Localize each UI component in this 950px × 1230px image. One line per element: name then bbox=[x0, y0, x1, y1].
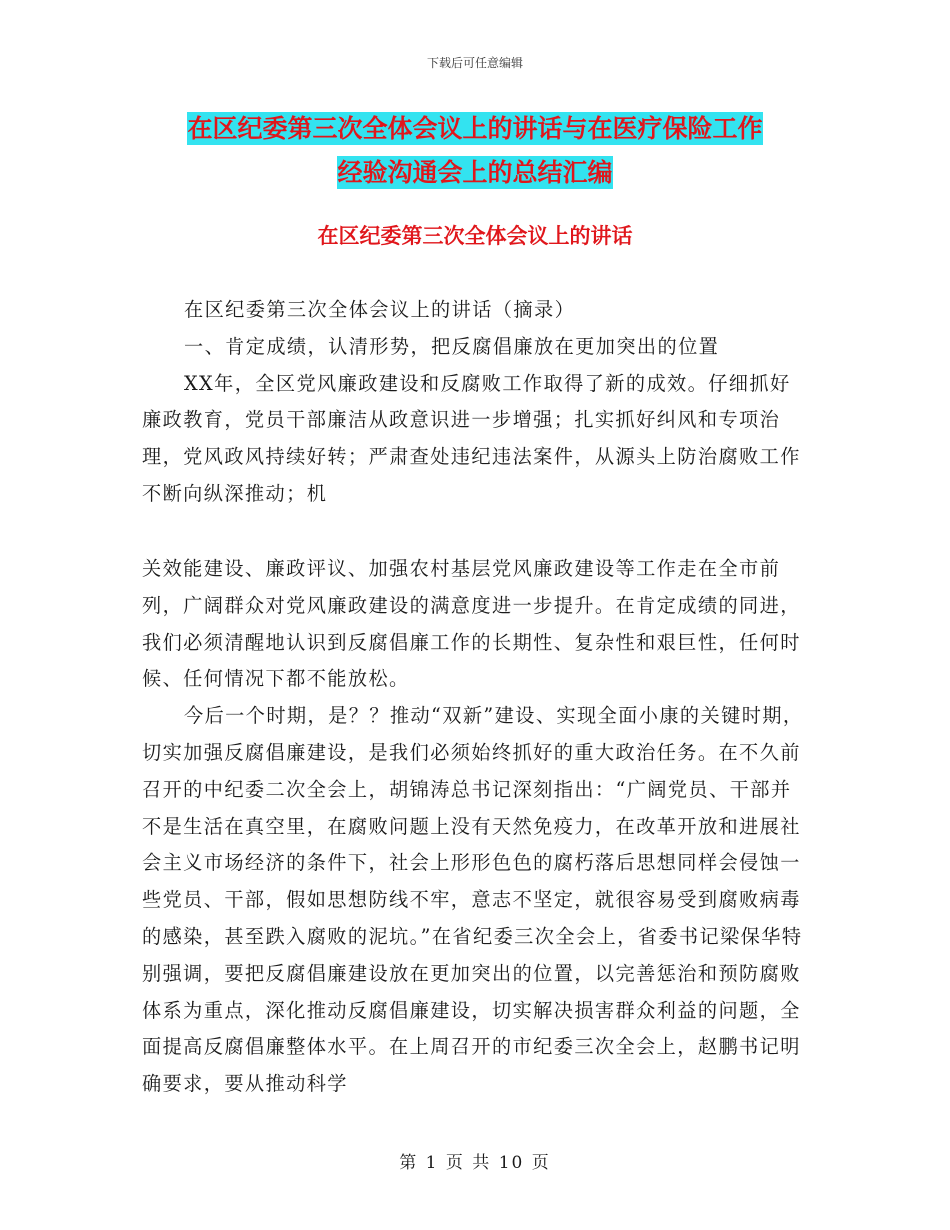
section-title: 在区纪委第三次全体会议上的讲话 bbox=[317, 224, 633, 248]
paragraph-heading-1: 一、肯定成绩，认清形势，把反腐倡廉放在更加突出的位置 bbox=[184, 334, 720, 358]
header-note: 下载后可任意编辑 bbox=[426, 56, 523, 70]
body-text-block-2 bbox=[142, 551, 806, 1103]
paragraph-outlook: 今后一个时期，是？？推动“双新”建设、实现全面小康的关键时期，切实加强反腐倡廉建设，是我们必须始终抓好的重大政治任务。在不久前召开的中纪委二次全会上，胡锦涛总书记深刻指出：“广阔党员、干部并不是生活在真空里，在腐败问题上没有天然免疫力，在改革开放和进展社会主义市场经济的条件下，社会上形形色色的腐朽落后思想同样会侵蚀一些党员、干部，假如思想防线不牢，意志不坚定，就很容易受到腐败病毒的感染，甚至跌入腐败的泥坑。”在省纪委三次全会上，省委书记梁保华特别强调，要把反腐倡廉建设放在更加突出的位置，以完善惩治和预防腐败体系为重点，深化推动反腐倡廉建设，切实解决损害群众利益的问题，全面提高反腐倡廉整体水平。在上周召开的市纪委三次全会上，赵鹏书记明确要求，要从推动科学 bbox=[142, 704, 804, 1096]
paragraph-continuation: 关效能建设、廉政评议、加强农村基层党风廉政建设等工作走在全市前列，广阔群众对党风廉政建设的满意度进一步提升。在肯定成绩的同进，我们必须清醒地认识到反腐倡廉工作的长期性、复杂性和艰巨性，任何时候、任何情况下都不能放松。 bbox=[142, 557, 801, 691]
document-title-line-1 bbox=[0, 110, 950, 148]
document-title-text-1: 在区纪委第三次全体会议上的讲话与在医疗保险工作 bbox=[187, 114, 763, 143]
document-title-text-2: 经验沟通会上的总结汇编 bbox=[337, 158, 613, 187]
paragraph-achievements: XX年，全区党风廉政建设和反腐败工作取得了新的成效。仔细抓好廉政教育，党员干部廉洁从政意识进一步增强；扎实抓好纠风和专项治理，党风政风持续好转；严肃查处违纪违法案件，从源头上防治腐败工作不断向纵深推动；机 bbox=[142, 371, 801, 505]
page-footer: 第 1 页 共 10 页 bbox=[399, 1153, 551, 1173]
document-title-line-2 bbox=[0, 154, 950, 192]
paragraph-subtitle: 在区纪委第三次全体会议上的讲话（摘录） bbox=[184, 298, 576, 321]
body-text-block-1 bbox=[142, 292, 806, 513]
